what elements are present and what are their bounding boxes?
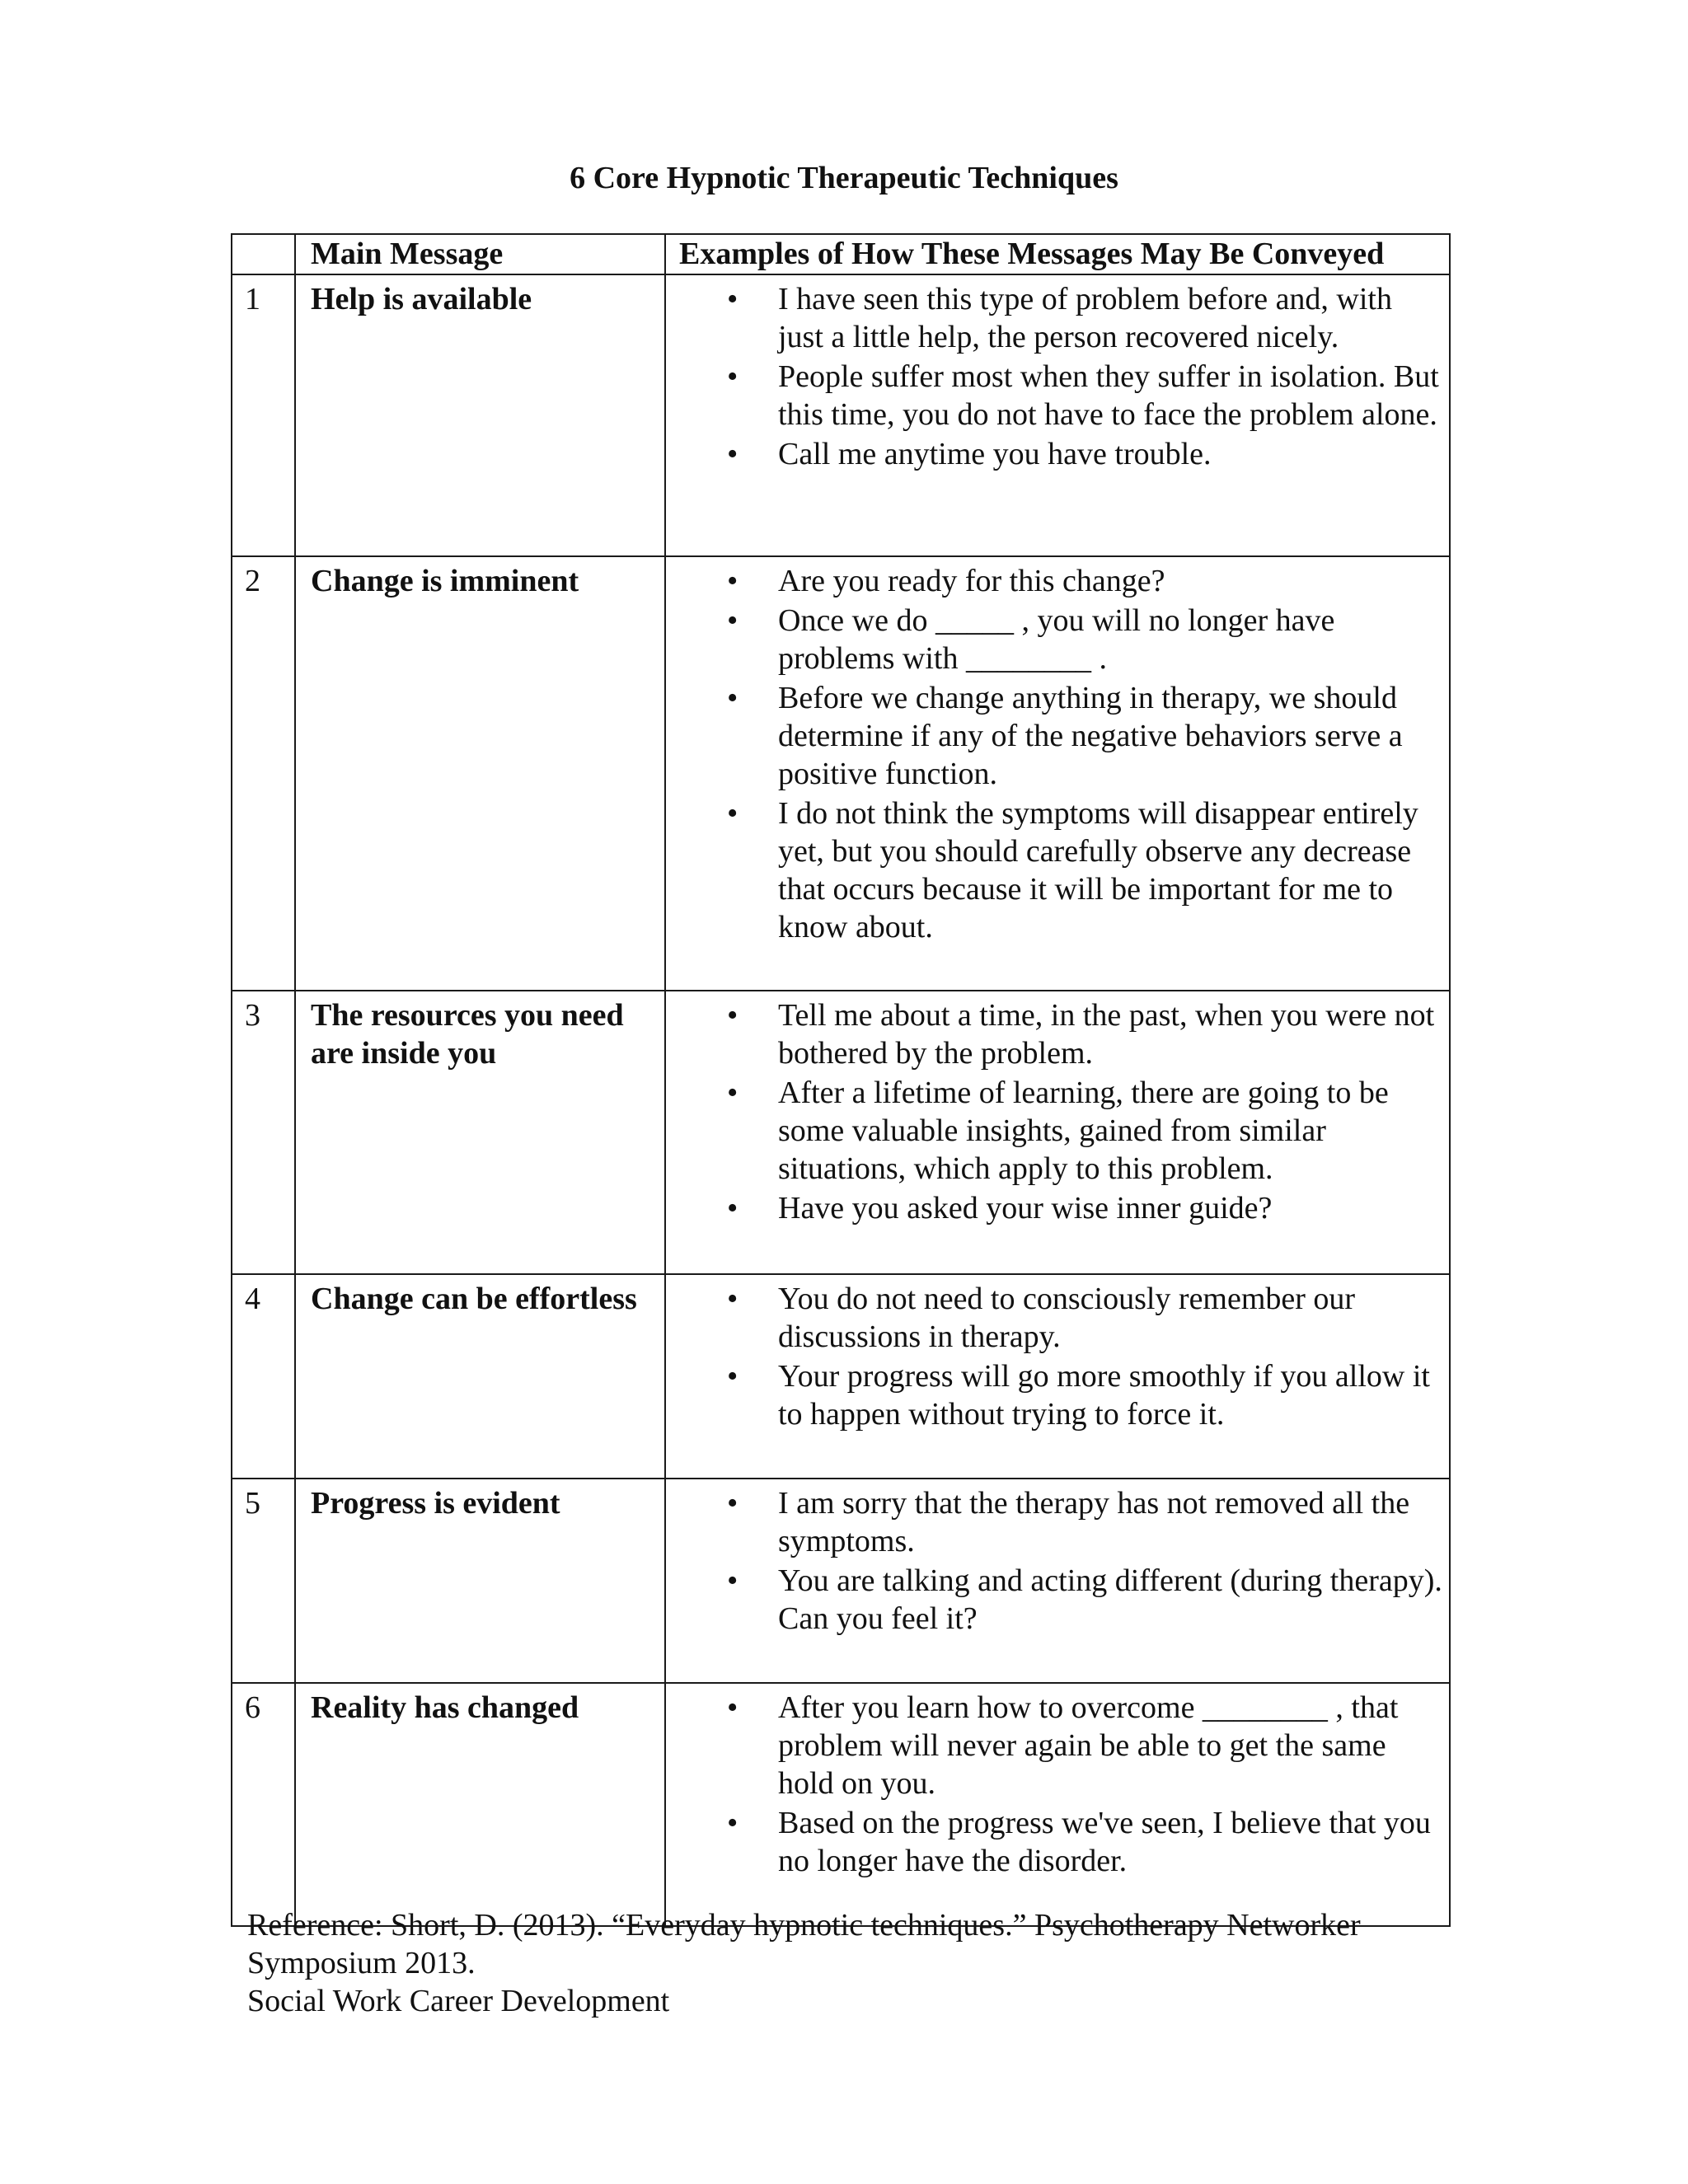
example-text: Based on the progress we've seen, I believe that you no longer have the disorder. (778, 1806, 1431, 1878)
main-message: Reality has changed (295, 1683, 665, 1926)
main-message: Progress is evident (295, 1479, 665, 1683)
examples-list (666, 1689, 1442, 1880)
table-row (232, 1683, 1450, 1926)
bullet-icon: • (727, 603, 738, 638)
bullet-icon: • (727, 282, 738, 316)
example-text: Have you asked your wise inner guide? (778, 1191, 1273, 1226)
main-message: Help is available (295, 274, 665, 556)
reference-citation: Reference: Short, D. (2013). “Everyday hypnotic techniques.” Psychotherapy Networker Symposium 2013. (247, 1908, 1361, 1980)
example-text: You do not need to consciously remember our discussions in therapy. (778, 1282, 1356, 1354)
techniques-table (231, 233, 1451, 1927)
example-text: I do not think the symptoms will disappear entirely yet, but you should carefully observe any decrease that occurs because it will be important for me to know about. (778, 796, 1418, 944)
main-message: Change is imminent (295, 556, 665, 991)
example-text: I am sorry that the therapy has not removed all the symptoms. (778, 1486, 1410, 1558)
main-message: The resources you need are inside you (295, 991, 665, 1274)
list-item (666, 794, 1442, 946)
header-number (232, 234, 295, 274)
example-text: Call me anytime you have trouble. (778, 437, 1212, 471)
bullet-icon: • (727, 1806, 738, 1840)
list-item (666, 1074, 1442, 1188)
reference-source: Social Work Career Development (247, 1984, 670, 2018)
list-item (666, 1280, 1442, 1356)
table-row (232, 274, 1450, 556)
example-text: People suffer most when they suffer in isolation. But this time, you do not have to face the problem alone. (778, 359, 1439, 432)
bullet-icon: • (727, 998, 738, 1033)
list-item (666, 1804, 1442, 1880)
list-item (666, 1689, 1442, 1802)
list-item (666, 1357, 1442, 1433)
row-number: 1 (232, 274, 295, 556)
header-main-message: Main Message (295, 234, 665, 274)
example-text: Tell me about a time, in the past, when you were not bothered by the problem. (778, 998, 1435, 1071)
row-number: 4 (232, 1274, 295, 1479)
bullet-icon: • (727, 796, 738, 831)
example-text: Are you ready for this change? (778, 564, 1165, 598)
example-text: Before we change anything in therapy, we should determine if any of the negative behaviors serve a positive function. (778, 681, 1403, 791)
row-number: 5 (232, 1479, 295, 1683)
list-item (666, 602, 1442, 677)
page-title: 6 Core Hypnotic Therapeutic Techniques (570, 161, 1118, 195)
examples-cell (665, 991, 1450, 1274)
list-item (666, 435, 1442, 473)
row-number: 6 (232, 1683, 295, 1926)
bullet-icon: • (727, 564, 738, 598)
table-row (232, 1274, 1450, 1479)
bullet-icon: • (727, 1359, 738, 1394)
bullet-icon: • (727, 1486, 738, 1521)
examples-cell (665, 1479, 1450, 1683)
examples-list (666, 280, 1442, 473)
examples-cell (665, 1683, 1450, 1926)
list-item (666, 1484, 1442, 1560)
bullet-icon: • (727, 1690, 738, 1725)
table-row (232, 991, 1450, 1274)
list-item (666, 1562, 1442, 1638)
row-number: 2 (232, 556, 295, 991)
examples-list (666, 1280, 1442, 1433)
list-item (666, 996, 1442, 1072)
table-header-row (232, 234, 1450, 274)
examples-cell (665, 556, 1450, 991)
reference-block (247, 1906, 1484, 2020)
header-examples: Examples of How These Messages May Be Conveyed (665, 234, 1450, 274)
bullet-icon: • (727, 1282, 738, 1316)
list-item (666, 358, 1442, 434)
examples-list (666, 1484, 1442, 1638)
list-item (666, 280, 1442, 356)
table-row (232, 1479, 1450, 1683)
example-text: After you learn how to overcome ________ , that problem will never again be able to get the same hold on you. (778, 1690, 1399, 1801)
bullet-icon: • (727, 359, 738, 394)
bullet-icon: • (727, 681, 738, 715)
table-row (232, 556, 1450, 991)
main-message: Change can be effortless (295, 1274, 665, 1479)
list-item (666, 1189, 1442, 1227)
examples-list (666, 562, 1442, 946)
bullet-icon: • (727, 1191, 738, 1226)
example-text: After a lifetime of learning, there are going to be some valuable insights, gained from similar situations, which apply to this problem. (778, 1076, 1389, 1186)
example-text: I have seen this type of problem before and, with just a little help, the person recovered nicely. (778, 282, 1392, 354)
examples-cell (665, 274, 1450, 556)
example-text: You are talking and acting different (during therapy). Can you feel it? (778, 1563, 1442, 1636)
list-item (666, 562, 1442, 600)
example-text: Once we do _____ , you will no longer have problems with ________ . (778, 603, 1335, 676)
bullet-icon: • (727, 1076, 738, 1110)
example-text: Your progress will go more smoothly if you allow it to happen without trying to force it. (778, 1359, 1430, 1432)
examples-cell (665, 1274, 1450, 1479)
examples-list (666, 996, 1442, 1227)
list-item (666, 679, 1442, 793)
bullet-icon: • (727, 437, 738, 471)
row-number: 3 (232, 991, 295, 1274)
bullet-icon: • (727, 1563, 738, 1598)
